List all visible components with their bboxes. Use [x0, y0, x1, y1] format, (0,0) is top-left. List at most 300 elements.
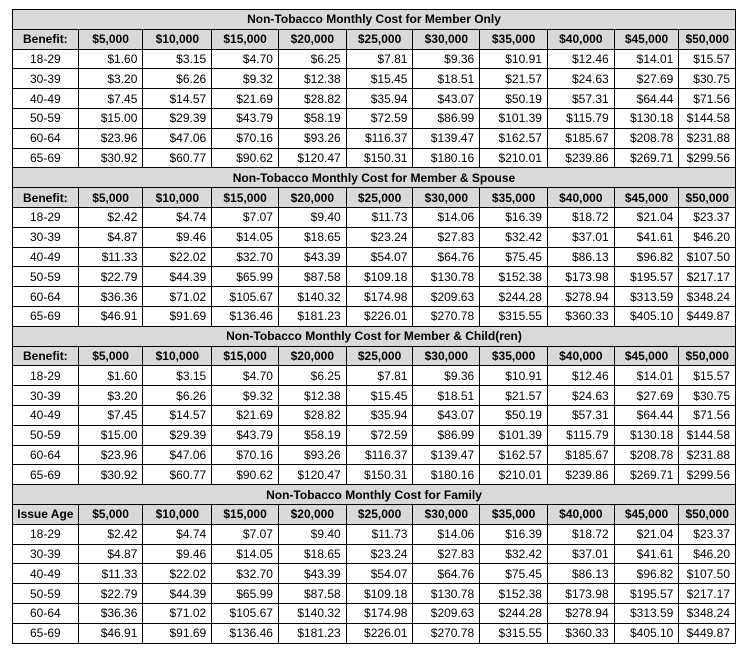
cost-cell: $109.18	[346, 584, 413, 604]
benefit-column-header: $50,000	[679, 29, 736, 49]
benefit-column-header: $5,000	[78, 188, 143, 208]
cost-cell: $65.99	[212, 584, 279, 604]
table-row	[13, 603, 736, 623]
cost-cell: $18.51	[413, 386, 480, 406]
age-band-cell: 40-49	[13, 89, 79, 109]
age-band-cell: 30-39	[13, 69, 79, 89]
benefit-column-header: $25,000	[346, 346, 413, 366]
cost-cell: $4.70	[212, 366, 279, 386]
age-band-cell: 60-64	[13, 128, 79, 148]
cost-cell: $101.39	[480, 108, 548, 128]
cost-cell: $101.39	[480, 425, 548, 445]
cost-cell: $37.01	[547, 227, 614, 247]
cost-cell: $18.72	[547, 207, 614, 227]
cost-cell: $150.31	[346, 148, 413, 168]
cost-cell: $71.56	[679, 405, 736, 425]
cost-cell: $75.45	[480, 247, 548, 267]
cost-cell: $50.19	[480, 405, 548, 425]
cost-cell: $43.07	[413, 405, 480, 425]
cost-cell: $15.45	[346, 386, 413, 406]
cost-cell: $130.18	[614, 108, 679, 128]
cost-cell: $23.24	[346, 544, 413, 564]
cost-cell: $10.91	[480, 49, 548, 69]
table-row	[13, 207, 736, 227]
section-title: Non-Tobacco Monthly Cost for Member Only	[13, 10, 736, 30]
table-row	[13, 524, 736, 544]
cost-cell: $181.23	[278, 306, 346, 326]
cost-cell: $152.38	[480, 267, 548, 287]
cost-cell: $405.10	[614, 623, 679, 643]
cost-cell: $47.06	[143, 128, 212, 148]
table-row	[13, 227, 736, 247]
cost-cell: $195.57	[614, 584, 679, 604]
cost-cell: $7.07	[212, 524, 279, 544]
cost-cell: $3.15	[143, 49, 212, 69]
cost-cell: $91.69	[143, 623, 212, 643]
section-title-row	[13, 326, 736, 346]
benefit-column-header: $45,000	[614, 346, 679, 366]
cost-cell: $32.42	[480, 544, 548, 564]
cost-cell: $9.32	[212, 69, 279, 89]
cost-cell: $23.96	[78, 128, 143, 148]
cost-cell: $449.87	[679, 306, 736, 326]
age-band-cell: 30-39	[13, 544, 79, 564]
cost-cell: $12.38	[278, 386, 346, 406]
cost-cell: $18.51	[413, 69, 480, 89]
benefit-column-header: $45,000	[614, 188, 679, 208]
cost-cell: $244.28	[480, 287, 548, 307]
cost-cell: $174.98	[346, 287, 413, 307]
cost-cell: $29.39	[143, 108, 212, 128]
cost-cell: $71.56	[679, 89, 736, 109]
cost-cell: $15.00	[78, 108, 143, 128]
cost-cell: $6.25	[278, 366, 346, 386]
cost-cell: $152.38	[480, 584, 548, 604]
cost-cell: $120.47	[278, 465, 346, 485]
cost-cell: $12.38	[278, 69, 346, 89]
cost-cell: $173.98	[547, 267, 614, 287]
cost-cell: $27.83	[413, 544, 480, 564]
age-band-cell: 65-69	[13, 306, 79, 326]
cost-cell: $105.67	[212, 287, 279, 307]
table-row	[13, 148, 736, 168]
cost-cell: $96.82	[614, 247, 679, 267]
cost-cell: $22.02	[143, 564, 212, 584]
cost-cell: $86.13	[547, 247, 614, 267]
row-header-label: Issue Age	[13, 504, 79, 524]
cost-cell: $21.04	[614, 207, 679, 227]
cost-cell: $44.39	[143, 584, 212, 604]
cost-cell: $195.57	[614, 267, 679, 287]
cost-cell: $140.32	[278, 603, 346, 623]
cost-cell: $14.57	[143, 405, 212, 425]
section-title-row	[13, 168, 736, 188]
cost-cell: $1.60	[78, 366, 143, 386]
cost-cell: $24.63	[547, 386, 614, 406]
cost-cell: $37.01	[547, 544, 614, 564]
cost-cell: $3.15	[143, 366, 212, 386]
cost-cell: $23.37	[679, 524, 736, 544]
benefit-column-header: $30,000	[413, 29, 480, 49]
cost-cell: $90.62	[212, 465, 279, 485]
cost-cell: $130.18	[614, 425, 679, 445]
benefit-column-header: $50,000	[679, 188, 736, 208]
cost-cell: $269.71	[614, 148, 679, 168]
cost-cell: $7.81	[346, 49, 413, 69]
age-band-cell: 60-64	[13, 445, 79, 465]
cost-cell: $136.46	[212, 623, 279, 643]
cost-cell: $96.82	[614, 564, 679, 584]
benefit-column-header: $40,000	[547, 346, 614, 366]
cost-cell: $14.06	[413, 207, 480, 227]
cost-cell: $15.57	[679, 366, 736, 386]
cost-cell: $107.50	[679, 564, 736, 584]
age-band-cell: 18-29	[13, 207, 79, 227]
benefit-column-header: $40,000	[547, 504, 614, 524]
cost-cell: $57.31	[547, 405, 614, 425]
cost-cell: $9.36	[413, 366, 480, 386]
cost-cell: $86.99	[413, 108, 480, 128]
age-band-cell: 60-64	[13, 603, 79, 623]
cost-cell: $41.61	[614, 544, 679, 564]
age-band-cell: 40-49	[13, 247, 79, 267]
benefit-column-header: $15,000	[212, 29, 279, 49]
table-row	[13, 386, 736, 406]
cost-cell: $105.67	[212, 603, 279, 623]
cost-cell: $32.70	[212, 564, 279, 584]
cost-cell: $18.65	[278, 227, 346, 247]
cost-cell: $11.73	[346, 524, 413, 544]
section-title: Non-Tobacco Monthly Cost for Member & Spouse	[13, 168, 736, 188]
cost-cell: $6.26	[143, 386, 212, 406]
cost-cell: $360.33	[547, 623, 614, 643]
cost-cell: $270.78	[413, 306, 480, 326]
cost-cell: $58.19	[278, 425, 346, 445]
cost-cell: $7.07	[212, 207, 279, 227]
cost-cell: $115.79	[547, 108, 614, 128]
cost-cell: $93.26	[278, 128, 346, 148]
cost-cell: $315.55	[480, 623, 548, 643]
benefit-column-header: $10,000	[143, 29, 212, 49]
cost-cell: $21.57	[480, 386, 548, 406]
benefit-column-header: $15,000	[212, 188, 279, 208]
section-title-row	[13, 10, 736, 30]
cost-cell: $315.55	[480, 306, 548, 326]
table-row	[13, 584, 736, 604]
cost-cell: $93.26	[278, 445, 346, 465]
cost-cell: $30.92	[78, 148, 143, 168]
cost-cell: $23.24	[346, 227, 413, 247]
benefit-column-header: $10,000	[143, 188, 212, 208]
cost-cell: $64.44	[614, 405, 679, 425]
age-band-cell: 18-29	[13, 366, 79, 386]
cost-cell: $449.87	[679, 623, 736, 643]
cost-cell: $217.17	[679, 584, 736, 604]
cost-cell: $75.45	[480, 564, 548, 584]
cost-cell: $9.40	[278, 524, 346, 544]
cost-cell: $299.56	[679, 148, 736, 168]
cost-cell: $21.04	[614, 524, 679, 544]
table-row	[13, 366, 736, 386]
cost-cell: $54.07	[346, 247, 413, 267]
cost-cell: $360.33	[547, 306, 614, 326]
cost-cell: $11.73	[346, 207, 413, 227]
cost-cell: $115.79	[547, 425, 614, 445]
benefit-column-header: $20,000	[278, 346, 346, 366]
cost-cell: $14.05	[212, 227, 279, 247]
cost-cell: $116.37	[346, 445, 413, 465]
cost-cell: $10.91	[480, 366, 548, 386]
cost-cell: $12.46	[547, 366, 614, 386]
age-band-cell: 18-29	[13, 524, 79, 544]
cost-cell: $144.58	[679, 425, 736, 445]
cost-cell: $90.62	[212, 148, 279, 168]
age-band-cell: 30-39	[13, 227, 79, 247]
benefit-column-header: $10,000	[143, 346, 212, 366]
cost-cell: $27.69	[614, 69, 679, 89]
cost-cell: $43.39	[278, 564, 346, 584]
cost-cell: $36.36	[78, 287, 143, 307]
cost-cell: $54.07	[346, 564, 413, 584]
cost-cell: $46.20	[679, 544, 736, 564]
cost-cell: $16.39	[480, 524, 548, 544]
benefit-column-header: $35,000	[480, 188, 548, 208]
cost-cell: $43.39	[278, 247, 346, 267]
cost-cell: $86.99	[413, 425, 480, 445]
cost-cell: $11.33	[78, 247, 143, 267]
cost-cell: $313.59	[614, 287, 679, 307]
cost-cell: $71.02	[143, 287, 212, 307]
cost-cell: $9.46	[143, 544, 212, 564]
cost-cell: $2.42	[78, 524, 143, 544]
benefit-column-header: $10,000	[143, 504, 212, 524]
cost-cell: $6.26	[143, 69, 212, 89]
benefit-column-header: $15,000	[212, 346, 279, 366]
cost-cell: $107.50	[679, 247, 736, 267]
age-band-cell: 65-69	[13, 148, 79, 168]
cost-cell: $9.32	[212, 386, 279, 406]
cost-cell: $21.57	[480, 69, 548, 89]
table-row	[13, 425, 736, 445]
cost-cell: $27.83	[413, 227, 480, 247]
cost-cell: $181.23	[278, 623, 346, 643]
cost-cell: $46.91	[78, 306, 143, 326]
cost-cell: $185.67	[547, 445, 614, 465]
cost-cell: $180.16	[413, 148, 480, 168]
table-row	[13, 564, 736, 584]
cost-cell: $9.40	[278, 207, 346, 227]
cost-cell: $29.39	[143, 425, 212, 445]
cost-cell: $226.01	[346, 623, 413, 643]
cost-cell: $270.78	[413, 623, 480, 643]
benefit-column-header: $5,000	[78, 504, 143, 524]
cost-cell: $130.78	[413, 584, 480, 604]
cost-cell: $4.74	[143, 524, 212, 544]
cost-cell: $35.94	[346, 405, 413, 425]
cost-cell: $162.57	[480, 128, 548, 148]
section-title-row	[13, 485, 736, 505]
cost-cell: $4.87	[78, 227, 143, 247]
section-title: Non-Tobacco Monthly Cost for Member & Child(ren)	[13, 326, 736, 346]
cost-cell: $136.46	[212, 306, 279, 326]
cost-cell: $22.02	[143, 247, 212, 267]
benefit-column-header: $25,000	[346, 504, 413, 524]
cost-cell: $162.57	[480, 445, 548, 465]
cost-cell: $64.76	[413, 564, 480, 584]
table-row	[13, 306, 736, 326]
cost-cell: $3.20	[78, 386, 143, 406]
column-header-row	[13, 504, 736, 524]
table-row	[13, 108, 736, 128]
benefit-column-header: $30,000	[413, 504, 480, 524]
cost-cell: $150.31	[346, 465, 413, 485]
cost-cell: $210.01	[480, 465, 548, 485]
age-band-cell: 50-59	[13, 425, 79, 445]
rate-table	[12, 9, 736, 644]
cost-cell: $174.98	[346, 603, 413, 623]
benefit-column-header: $30,000	[413, 188, 480, 208]
table-row	[13, 89, 736, 109]
cost-cell: $22.79	[78, 584, 143, 604]
cost-cell: $6.25	[278, 49, 346, 69]
cost-cell: $44.39	[143, 267, 212, 287]
cost-cell: $348.24	[679, 287, 736, 307]
cost-cell: $9.36	[413, 49, 480, 69]
table-row	[13, 445, 736, 465]
cost-cell: $41.61	[614, 227, 679, 247]
cost-cell: $27.69	[614, 386, 679, 406]
age-band-cell: 60-64	[13, 287, 79, 307]
benefit-column-header: $5,000	[78, 346, 143, 366]
cost-cell: $18.65	[278, 544, 346, 564]
age-band-cell: 30-39	[13, 386, 79, 406]
age-band-cell: 65-69	[13, 623, 79, 643]
cost-cell: $46.91	[78, 623, 143, 643]
cost-cell: $30.75	[679, 69, 736, 89]
cost-cell: $210.01	[480, 148, 548, 168]
cost-cell: $180.16	[413, 465, 480, 485]
cost-cell: $15.45	[346, 69, 413, 89]
column-header-row	[13, 188, 736, 208]
cost-cell: $15.57	[679, 49, 736, 69]
cost-cell: $313.59	[614, 603, 679, 623]
benefit-column-header: $25,000	[346, 188, 413, 208]
cost-cell: $278.94	[547, 603, 614, 623]
cost-cell: $3.20	[78, 69, 143, 89]
cost-cell: $109.18	[346, 267, 413, 287]
cost-cell: $14.01	[614, 366, 679, 386]
cost-cell: $60.77	[143, 465, 212, 485]
cost-cell: $35.94	[346, 89, 413, 109]
column-header-row	[13, 346, 736, 366]
cost-cell: $120.47	[278, 148, 346, 168]
age-band-cell: 65-69	[13, 465, 79, 485]
benefit-column-header: $20,000	[278, 188, 346, 208]
cost-cell: $208.78	[614, 128, 679, 148]
cost-cell: $116.37	[346, 128, 413, 148]
benefit-column-header: $20,000	[278, 29, 346, 49]
cost-cell: $15.00	[78, 425, 143, 445]
cost-cell: $58.19	[278, 108, 346, 128]
cost-cell: $21.69	[212, 89, 279, 109]
benefit-column-header: $35,000	[480, 504, 548, 524]
cost-cell: $70.16	[212, 128, 279, 148]
cost-cell: $64.44	[614, 89, 679, 109]
cost-cell: $209.63	[413, 603, 480, 623]
age-band-cell: 50-59	[13, 267, 79, 287]
column-header-row	[13, 29, 736, 49]
section-title: Non-Tobacco Monthly Cost for Family	[13, 485, 736, 505]
cost-cell: $47.06	[143, 445, 212, 465]
table-row	[13, 69, 736, 89]
cost-cell: $144.58	[679, 108, 736, 128]
cost-cell: $23.37	[679, 207, 736, 227]
benefit-column-header: $50,000	[679, 346, 736, 366]
cost-cell: $173.98	[547, 584, 614, 604]
cost-cell: $23.96	[78, 445, 143, 465]
cost-cell: $21.69	[212, 405, 279, 425]
benefit-column-header: $35,000	[480, 346, 548, 366]
cost-cell: $4.70	[212, 49, 279, 69]
benefit-column-header: $40,000	[547, 29, 614, 49]
cost-cell: $43.79	[212, 108, 279, 128]
cost-cell: $11.33	[78, 564, 143, 584]
cost-cell: $185.67	[547, 128, 614, 148]
cost-cell: $405.10	[614, 306, 679, 326]
benefit-column-header: $15,000	[212, 504, 279, 524]
cost-cell: $32.70	[212, 247, 279, 267]
benefit-column-header: $45,000	[614, 504, 679, 524]
cost-cell: $299.56	[679, 465, 736, 485]
table-row	[13, 287, 736, 307]
age-band-cell: 40-49	[13, 564, 79, 584]
cost-cell: $139.47	[413, 128, 480, 148]
cost-cell: $269.71	[614, 465, 679, 485]
cost-cell: $71.02	[143, 603, 212, 623]
cost-cell: $36.36	[78, 603, 143, 623]
cost-cell: $7.45	[78, 89, 143, 109]
table-row	[13, 49, 736, 69]
table-row	[13, 267, 736, 287]
cost-cell: $43.07	[413, 89, 480, 109]
table-row	[13, 405, 736, 425]
cost-cell: $50.19	[480, 89, 548, 109]
cost-cell: $226.01	[346, 306, 413, 326]
cost-cell: $14.01	[614, 49, 679, 69]
table-row	[13, 128, 736, 148]
cost-cell: $14.57	[143, 89, 212, 109]
table-row	[13, 247, 736, 267]
cost-cell: $60.77	[143, 148, 212, 168]
cost-cell: $130.78	[413, 267, 480, 287]
table-row	[13, 465, 736, 485]
cost-cell: $30.75	[679, 386, 736, 406]
cost-cell: $43.79	[212, 425, 279, 445]
cost-cell: $65.99	[212, 267, 279, 287]
cost-cell: $2.42	[78, 207, 143, 227]
benefit-column-header: $25,000	[346, 29, 413, 49]
age-band-cell: 40-49	[13, 405, 79, 425]
benefit-column-header: $30,000	[413, 346, 480, 366]
cost-cell: $239.86	[547, 148, 614, 168]
cost-cell: $87.58	[278, 584, 346, 604]
benefit-column-header: $40,000	[547, 188, 614, 208]
cost-cell: $348.24	[679, 603, 736, 623]
age-band-cell: 50-59	[13, 584, 79, 604]
cost-cell: $57.31	[547, 89, 614, 109]
cost-cell: $208.78	[614, 445, 679, 465]
cost-cell: $28.82	[278, 405, 346, 425]
